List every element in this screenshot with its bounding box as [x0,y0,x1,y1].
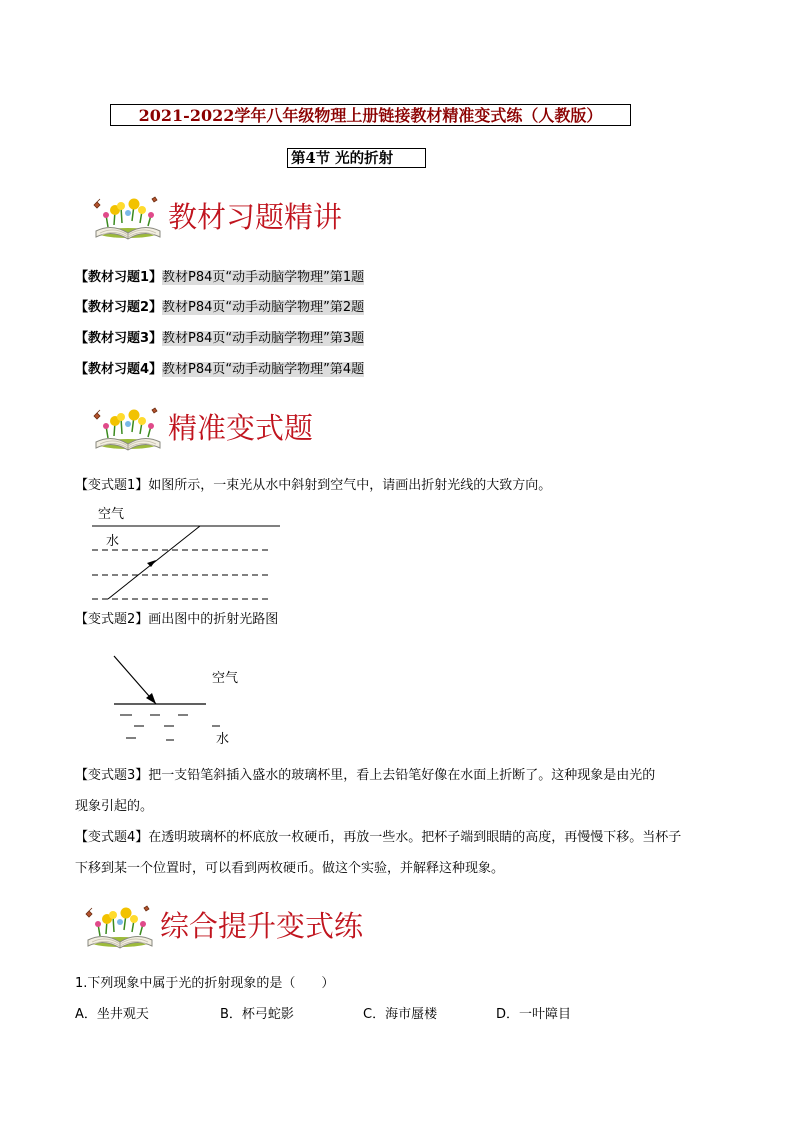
variant-question-2 [75,610,278,630]
variant-question-3-cont [75,797,153,817]
section-title: 精准变式题 [168,411,314,445]
section-title: 综合提升变式练 [160,909,364,943]
question-tag: 【变式题4】 [75,830,149,845]
book-flowers-icon [88,193,168,243]
variant-question-3 [75,766,655,786]
section-subtitle: 第4节 光的折射 [287,148,426,168]
question-text: 画出图中的折射光路图 [148,612,279,627]
water-label: 水 [106,534,120,549]
option-d: D．一叶障目 [496,1007,572,1022]
item-tag: 【教材习题3】 [75,331,163,346]
option-b: B．杯弓蛇影 [220,1007,294,1022]
air-label: 空气 [212,671,239,686]
item-source: 教材P84页“动手动脑学物理”第2题 [162,300,365,315]
page-title: 2021-2022学年八年级物理上册链接教材精准变式练（人教版） [110,104,631,126]
question-tag: 【变式题3】 [75,768,149,783]
option-a: A．坐井观天 [75,1007,149,1022]
item-source: 教材P84页“动手动脑学物理”第3题 [162,331,365,346]
section-header-comprehensive [80,902,400,952]
item-source: 教材P84页“动手动脑学物理”第1题 [162,270,365,285]
book-flowers-icon [88,404,168,454]
section-header-textbook [88,193,388,243]
item-tag: 【教材习题1】 [75,270,163,285]
question-tag: 【变式题1】 [75,478,149,493]
item-tag: 【教材习题2】 [75,300,163,315]
book-flowers-icon [80,902,160,952]
air-label: 空气 [98,507,125,522]
variant-question-4 [75,828,681,848]
question-text: 在透明玻璃杯的杯底放一枚硬币，再放一些水。把杯子端到眼睛的高度，再慢慢下移。当杯子 [148,830,682,845]
question-text: 下移到某一个位置时，可以看到两枚硬币。做这个实验，并解释这种现象。 [75,861,505,876]
item-source: 教材P84页“动手动脑学物理”第4题 [162,362,365,377]
variant-question-1 [75,476,551,496]
question-text: 如图所示，一束光从水中斜射到空气中，请画出折射光线的大致方向。 [148,478,552,493]
textbook-item [75,329,364,349]
refraction-figure-air-to-water [108,650,248,750]
textbook-item [75,298,364,318]
refraction-figure-water-to-air [90,500,285,602]
section-title: 教材习题精讲 [168,200,343,234]
water-label: 水 [216,732,230,747]
textbook-item [75,268,364,288]
item-tag: 【教材习题4】 [75,362,163,377]
variant-question-4-cont [75,859,504,879]
question-text: 把一支铅笔斜插入盛水的玻璃杯里，看上去铅笔好像在水面上折断了。这种现象是由光的 [148,768,656,783]
section-header-variants [88,404,388,454]
option-c: C．海市蜃楼 [363,1007,438,1022]
textbook-item [75,360,364,380]
question-tag: 【变式题2】 [75,612,149,627]
multiple-choice-question: 1.下列现象中属于光的折射现象的是（ ） [75,976,335,991]
question-text: 现象引起的。 [75,799,154,814]
